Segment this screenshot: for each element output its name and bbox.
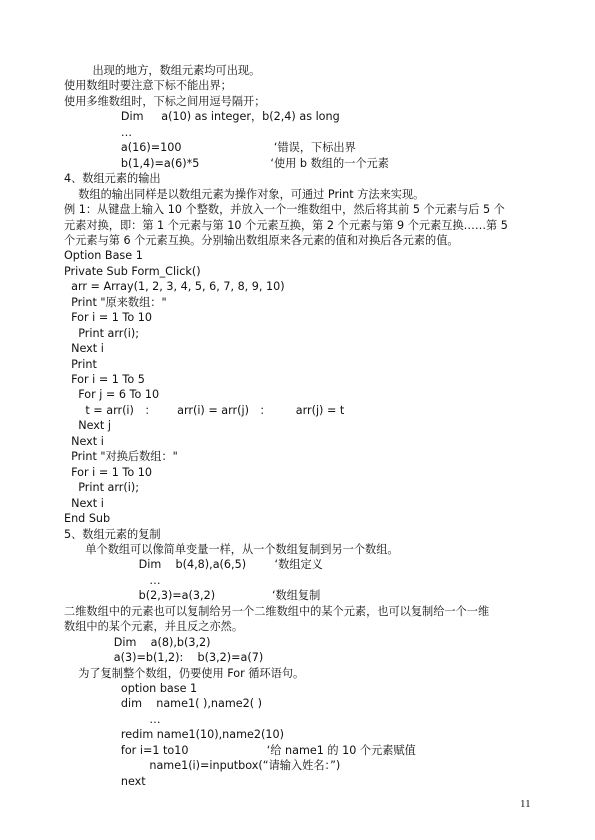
text-line: 例 1：从键盘上输入 10 个整数，并放入一个一维数组中，然后将其前 5 个元素与后 5 个 bbox=[64, 203, 505, 217]
text-line: option base 1 bbox=[64, 682, 198, 695]
text-line: 二维数组中的元素也可以复制给另一个二维数组中的某个元素，也可以复制给一个一维 bbox=[64, 604, 490, 618]
text-line: Dim a(10) as integer，b(2,4) as long bbox=[64, 110, 340, 124]
text-line: for i=1 to10 ‘给 name1 的 10 个元素赋值 bbox=[64, 743, 416, 757]
text-line: b(1,4)=a(6)*5 ‘使用 b 数组的一个元素 bbox=[64, 156, 389, 170]
text-line: dim name1( ),name2( ) bbox=[64, 697, 263, 711]
text-line: 数组中的某个元素，并且反之亦然。 bbox=[64, 620, 244, 634]
page-number: 11 bbox=[520, 798, 531, 810]
text-line: … bbox=[64, 573, 161, 587]
text-line: For i = 1 To 10 bbox=[64, 311, 152, 325]
text-line: For i = 1 To 5 bbox=[64, 373, 145, 386]
text-line: Print bbox=[64, 357, 97, 371]
text-line: Print "原来数组：" bbox=[64, 295, 167, 309]
text-line: For j = 6 To 10 bbox=[64, 388, 160, 402]
text-line: Next i bbox=[64, 342, 104, 356]
text-line: 使用多维数组时，下标之间用逗号隔开； bbox=[64, 94, 266, 108]
text-line: Print arr(i); bbox=[64, 326, 139, 340]
text-line: Dim a(8),b(3,2) bbox=[64, 635, 211, 649]
text-line: 4、数组元素的输出 bbox=[64, 172, 161, 186]
text-line: name1(i)=inputbox(“请输入姓名：”) bbox=[64, 759, 341, 773]
text-line: 5、数组元素的复制 bbox=[64, 527, 161, 541]
text-line: Next i bbox=[64, 496, 104, 510]
text-line: t = arr(i) ： arr(i) = arr(j) ： arr(j) = t bbox=[64, 403, 345, 417]
text-line: Dim b(4,8),a(6,5) ‘数组定义 bbox=[64, 558, 323, 572]
text-line: Private Sub Form_Click() bbox=[64, 264, 201, 278]
text-line: a(3)=b(1,2): b(3,2)=a(7) bbox=[64, 651, 264, 665]
text-line: … bbox=[64, 712, 161, 726]
text-line: … bbox=[64, 125, 133, 139]
text-line: 个元素与第 6 个元素互换。分别输出数组原来各元素的值和对换后各元素的值。 bbox=[64, 233, 459, 247]
text-line: 元素对换，即：第 1 个元素与第 10 个元素互换，第 2 个元素与第 9 个元素互换……第 5 bbox=[64, 218, 508, 232]
text-line: Next j bbox=[64, 419, 111, 433]
text-line: next bbox=[64, 774, 146, 788]
text-line: Next i bbox=[64, 434, 104, 448]
text-line: Option Base 1 bbox=[64, 249, 143, 263]
text-line: Print "对换后数组：" bbox=[64, 450, 178, 464]
text-line: 出现的地方，数组元素均可出现。 bbox=[64, 64, 261, 77]
text-line: 为了复制整个数组，仍要使用 For 循环语句。 bbox=[64, 666, 305, 680]
text-line: a(16)=100 ‘错误，下标出界 bbox=[64, 141, 356, 155]
text-line: End Sub bbox=[64, 512, 111, 526]
text-line: For i = 1 To 10 bbox=[64, 465, 152, 479]
text-line: b(2,3)=a(3,2) ‘数组复制 bbox=[64, 589, 321, 603]
text-line: Print arr(i); bbox=[64, 481, 139, 495]
text-line: 数组的输出同样是以数组元素为操作对象，可通过 Print 方法来实现。 bbox=[64, 187, 425, 201]
text-line: arr = Array(1, 2, 3, 4, 5, 6, 7, 8, 9, 10) bbox=[64, 280, 285, 294]
text-line: 单个数组可以像简单变量一样，从一个数组复制到另一个数组。 bbox=[64, 542, 399, 556]
text-line: 使用数组时要注意下标不能出界； bbox=[64, 79, 232, 93]
text-line: redim name1(10),name2(10) bbox=[64, 728, 284, 742]
